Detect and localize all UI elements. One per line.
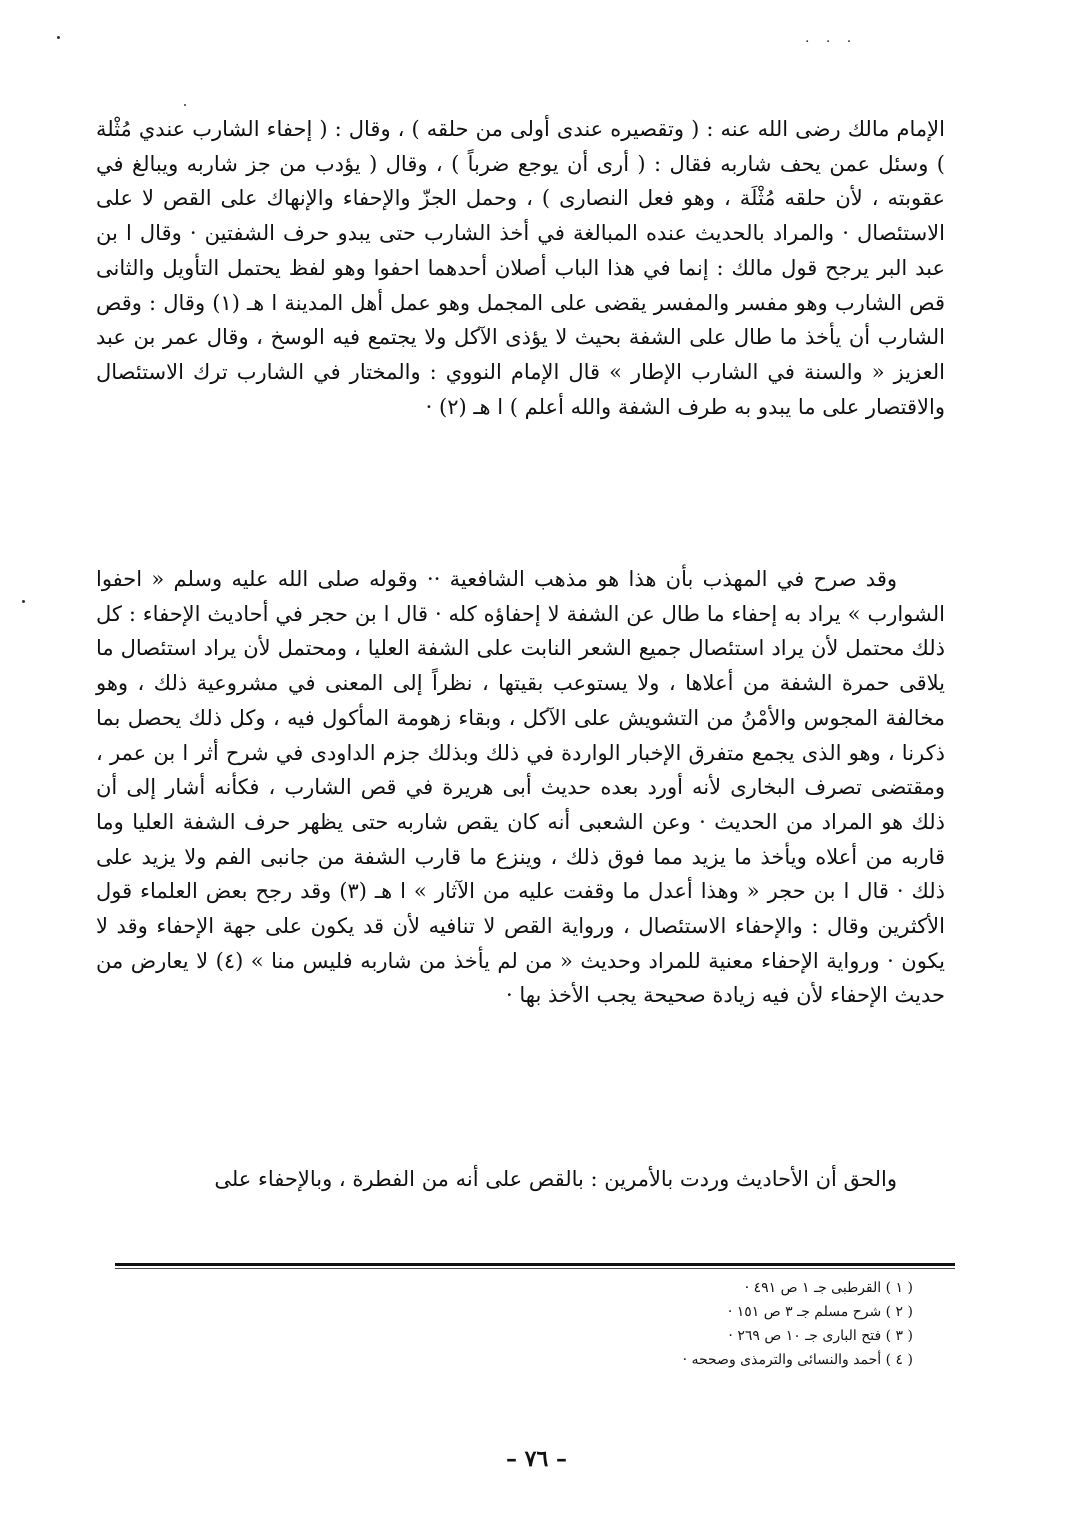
scan-speck bbox=[22, 600, 25, 603]
footnotes bbox=[513, 1276, 913, 1372]
footnote-separator-thin bbox=[115, 1268, 955, 1269]
footnote-1: ( ١ ) القرطبى جـ ١ ص ٤٩١ · bbox=[744, 1280, 913, 1296]
page-number: – ٧٦ – bbox=[506, 1446, 567, 1472]
scan-speck bbox=[57, 36, 60, 39]
footnote-3: ( ٣ ) فتح البارى جـ ١٠ ص ٢٦٩ · bbox=[728, 1328, 913, 1344]
paragraph-text: وقد صرح في المهذب بأن هذا هو مذهب الشافعية ·· وقوله صلى الله عليه وسلم « احفوا الشوارب » يراد به إحفاء ما طال عن الشفة لا إحفاؤه كله · قال ا بن حجر في أحاديث الإحفاء : كل ذلك محتمل لأن يراد استئصال جميع الشعر النابت على الشفة العليا ، ومحتمل لأن يراد استئصال ما يلاقى حمرة الشفة من أعلاها ، ولا يستوعب بقيتها ، نظراً إلى المعنى في مشروعية ذلك ، وهو مخالفة المجوس والأمْنُ من التشويش على الآكل ، وبقاء زهومة المأكول فيه ، وكل ذلك يحصل بما ذكرنا ، وهو الذى يجمع متفرق الإخبار الواردة في ذلك وبذلك جزم الداودى في شرح أثر ا بن عمر ، ومقتضى تصرف البخارى لأنه أورد بعده حديث أبى هريرة في قص الشارب ، فكأنه أشار إلى أن ذلك هو المراد من الحديث · وعن الشعبى أنه كان يقص شاربه حتى يظهر حرف الشفة العليا وما قاربه من أعلاه ويأخذ ما يزيد مما فوق ذلك ، وينزع ما قارب الشفة من جانبى الفم ولا يزيد على ذلك · قال ا بن حجر « وهذا أعدل ما وقفت عليه من الآثار » ا هـ (٣) وقد رجح بعض العلماء قول الأكثرين وقال : والإحفاء الاستئصال ، ورواية القص لا تنافيه لأن قد يكون على جهة الإحفاء وقد لا يكون · ورواية الإحفاء معنية للمراد وحديث « من لم يأخذ من شاربه فليس منا » (٤) لا يعارض من حديث الإحفاء لأن فيه زيادة صحيحة يجب الأخذ بها · bbox=[96, 567, 946, 1008]
paragraph-text: الإمام مالك رضى الله عنه : ( وتقصيره عندى أولى من حلقه ) ، وقال : ( إحفاء الشارب عندي مُثْلة ) وسئل عمن يحف شاربه فقال : ( أرى أن يوجع ضرباً ) ، وقال ( يؤدب من جز شاربه ويبالغ في عقوبته ، لأن حلقه مُثْلَة ، وهو فعل النصارى ) ، وحمل الجزّ والإحفاء والإنهاك على القص لا على الاستئصال · والمراد بالحديث عنده المبالغة في أخذ الشارب حتى يبدو حرف الشفتين · وقال ا بن عبد البر يرجح قول مالك : إنما في هذا الباب أصلان أحدهما احفوا وهو لفظ يحتمل التأويل والثانى قص الشارب وهو مفسر والمفسر يقضى على المجمل وهو عمل أهل المدينة ا هـ (١) وقال : وقص الشارب أن يأخذ ما طال على الشفة بحيث لا يؤذى الآكل ولا يجتمع فيه الوسخ ، وقال عمر بن عبد العزيز « والسنة في الشارب الإطار » قال الإمام النووي : والمختار في الشارب ترك الاستئصال والاقتصار على ما يبدو به طرف الشفة والله أعلم ) ا هـ (٢) · bbox=[96, 117, 945, 419]
paragraph-1 bbox=[96, 112, 945, 424]
paragraph-text: والحق أن الأحاديث وردت بالأمرين : بالقص على أنه من الفطرة ، وبالإحفاء على bbox=[214, 1167, 897, 1191]
footnote-separator bbox=[115, 1263, 955, 1266]
header-marks: . . . bbox=[805, 30, 858, 46]
scan-speck bbox=[184, 104, 186, 106]
footnote-2: ( ٢ ) شرح مسلم جـ ٣ ص ١٥١ · bbox=[727, 1304, 913, 1320]
footnote-4: ( ٤ ) أحمد والنسائى والترمذى وصححه · bbox=[682, 1352, 913, 1368]
paragraph-2 bbox=[96, 562, 945, 1013]
paragraph-3 bbox=[96, 1162, 945, 1197]
